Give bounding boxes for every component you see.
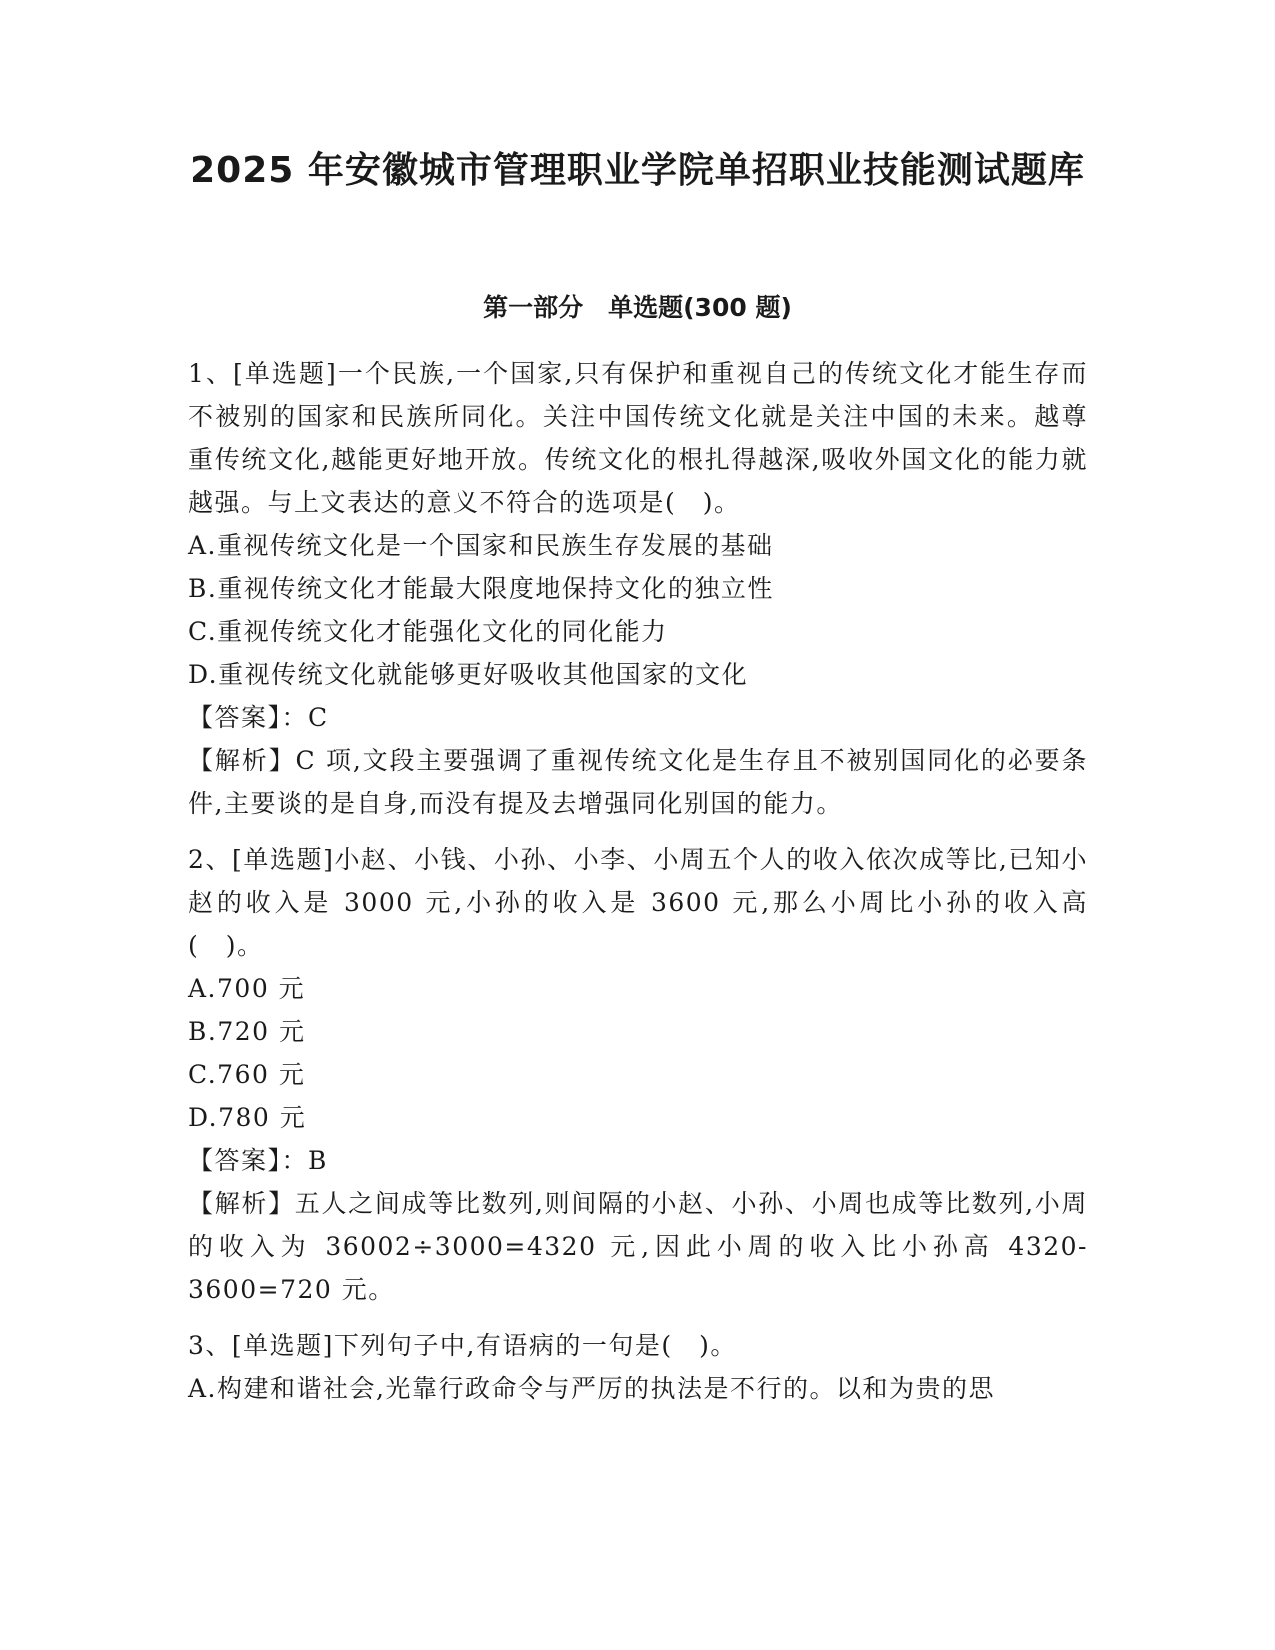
option-c: C.760 元 (188, 1060, 306, 1089)
option-b: B.重视传统文化才能最大限度地保持文化的独立性 (188, 574, 774, 603)
option-d: D.重视传统文化就能够更好吸收其他国家的文化 (188, 660, 749, 689)
option-c: C.重视传统文化才能强化文化的同化能力 (188, 617, 668, 646)
option-a: A.构建和谐社会,光靠行政命令与严厉的执法是不行的。以和为贵的思 (188, 1374, 995, 1403)
question-3 (188, 1324, 1088, 1410)
answer-line (188, 696, 1088, 739)
question-list (188, 352, 1088, 1410)
analysis-line (188, 739, 1088, 825)
analysis-text: C 项,文段主要强调了重视传统文化是生存且不被别国同化的必要条件,主要谈的是自身,而没有提及去增强同化别国的能力。 (188, 746, 1088, 818)
option-b: B.720 元 (188, 1017, 306, 1046)
answer-value: C (308, 703, 329, 732)
question-2 (188, 838, 1088, 1311)
option-a: A.重视传统文化是一个国家和民族生存发展的基础 (188, 531, 774, 560)
section-title: 第一部分 单选题(300 题) (483, 293, 792, 322)
answer-line (188, 1139, 1088, 1182)
answer-label: 【答案】： (188, 703, 309, 732)
question-stem: 1、[单选题]一个民族,一个国家,只有保护和重视自己的传统文化才能生存而不被别的国家和民族所同化。关注中国传统文化就是关注中国的未来。越尊重传统文化,越能更好地开放。传统文化的根扎得越深,吸收外国文化的能力就越强。与上文表达的意义不符合的选项是( )。 (188, 359, 1088, 517)
option-a: A.700 元 (188, 974, 306, 1003)
question-1 (188, 352, 1088, 825)
answer-label: 【答案】： (188, 1146, 309, 1175)
analysis-line (188, 1182, 1088, 1311)
document-title: 2025 年安徽城市管理职业学院单招职业技能测试题库 (190, 150, 1085, 191)
option-d: D.780 元 (188, 1103, 307, 1132)
analysis-label: 【解析】 (188, 746, 296, 775)
answer-value: B (308, 1146, 328, 1175)
question-stem: 3、[单选题]下列句子中,有语病的一句是( )。 (188, 1331, 737, 1360)
analysis-label: 【解析】 (188, 1189, 295, 1218)
analysis-text: 五人之间成等比数列,则间隔的小赵、小孙、小周也成等比数列,小周的收入为 36002÷3000=4320 元,因此小周的收入比小孙高 4320-3600=720 元。 (188, 1189, 1088, 1304)
question-stem: 2、[单选题]小赵、小钱、小孙、小李、小周五个人的收入依次成等比,已知小赵的收入是 3000 元,小孙的收入是 3600 元,那么小周比小孙的收入高( )。 (188, 845, 1088, 960)
